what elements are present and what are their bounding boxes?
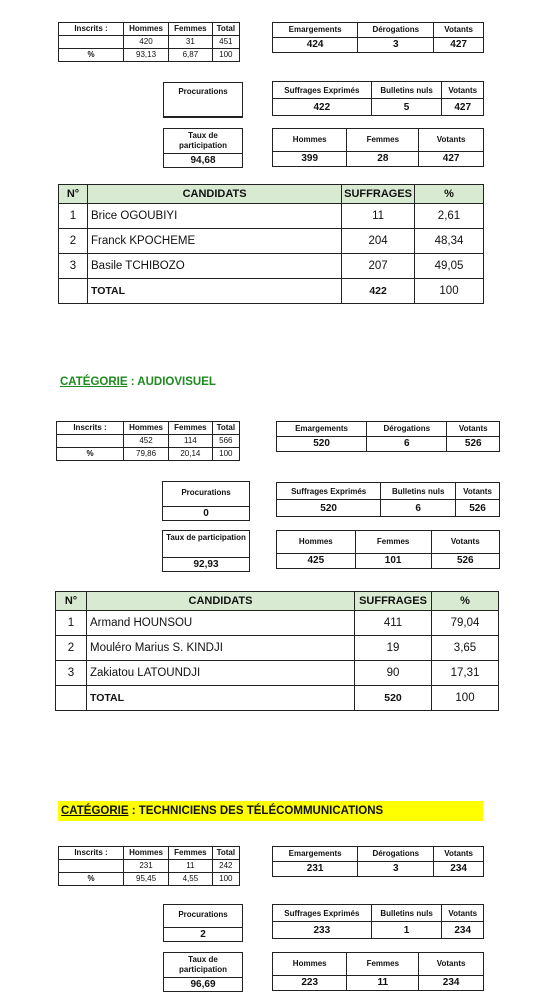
votants-value: 526 <box>456 500 500 517</box>
category-name: : AUDIOVISUEL <box>127 376 216 388</box>
votants-label: Votants <box>442 82 484 99</box>
votants-value: 427 <box>434 38 484 53</box>
procurations-value: 0 <box>163 506 249 520</box>
femmes-label: Femmes <box>347 129 419 152</box>
blank-cell <box>59 860 124 873</box>
table-row <box>56 661 499 686</box>
taux-box-2 <box>162 530 250 572</box>
inscrits-table-2 <box>56 421 240 461</box>
derogations-label: Dérogations <box>367 422 447 437</box>
total-label: TOTAL <box>87 686 355 711</box>
hommes-label: Hommes <box>273 953 347 976</box>
emargements-value: 424 <box>273 38 358 53</box>
category-prefix: CATÉGORIE <box>60 376 128 388</box>
table-row <box>59 229 484 254</box>
hommes-femmes-table-1 <box>272 128 484 167</box>
femmes-header: Femmes <box>169 847 213 860</box>
hommes-value: 425 <box>277 554 356 569</box>
taux-value: 92,93 <box>163 557 249 571</box>
candidate-pct: 2,61 <box>415 204 484 229</box>
bulletins-nuls-value: 1 <box>371 922 442 939</box>
category-name: : TECHNICIENS DES TÉLÉCOMMUNICATIONS <box>128 805 384 817</box>
candidate-suffrages: 19 <box>355 636 432 661</box>
hommes-value: 223 <box>273 976 347 991</box>
candidate-suffrages: 11 <box>342 204 415 229</box>
inscrits-femmes: 11 <box>169 860 213 873</box>
votants-value: 234 <box>434 862 484 877</box>
candidate-pct: 48,34 <box>415 229 484 254</box>
votants-value: 427 <box>419 152 484 167</box>
procurations-label: Procurations <box>178 87 228 96</box>
total-row <box>59 279 484 304</box>
total-row <box>56 686 499 711</box>
candidate-suffrages: 411 <box>355 611 432 636</box>
suffrages-value: 422 <box>273 99 372 116</box>
total-header: Total <box>212 23 239 36</box>
bulletins-nuls-value: 5 <box>371 99 442 116</box>
table-row <box>59 204 484 229</box>
femmes-value: 28 <box>347 152 419 167</box>
col-no: N° <box>59 185 88 204</box>
votants-value: 234 <box>419 976 484 991</box>
candidats-table-1 <box>58 184 484 304</box>
bulletins-nuls-label: Bulletins nuls <box>371 82 442 99</box>
pct-hommes: 79,86 <box>124 448 169 461</box>
votants-label: Votants <box>419 953 484 976</box>
suffrages-table-1 <box>272 81 484 116</box>
inscrits-total: 451 <box>212 36 239 49</box>
candidate-pct: 49,05 <box>415 254 484 279</box>
row-no: 3 <box>59 254 88 279</box>
votants-label: Votants <box>431 531 499 554</box>
pct-femmes: 6,87 <box>169 49 213 62</box>
pct-femmes: 4,55 <box>169 873 213 886</box>
procurations-value <box>164 116 242 117</box>
hommes-header: Hommes <box>124 847 169 860</box>
procurations-label: Procurations <box>178 910 228 919</box>
row-no: 1 <box>59 204 88 229</box>
derogations-label: Dérogations <box>358 23 434 38</box>
candidate-suffrages: 204 <box>342 229 415 254</box>
candidate-pct: 3,65 <box>432 636 499 661</box>
suffrages-label: Suffrages Exprimés <box>273 82 372 99</box>
candidate-name: Zakiatou LATOUNDJI <box>87 661 355 686</box>
total-suffrages: 422 <box>342 279 415 304</box>
candidate-suffrages: 207 <box>342 254 415 279</box>
pct-hommes: 93,13 <box>124 49 169 62</box>
emargements-value: 231 <box>273 862 358 877</box>
femmes-header: Femmes <box>169 23 213 36</box>
blank-cell <box>57 435 124 448</box>
suffrages-label: Suffrages Exprimés <box>277 483 381 500</box>
total-header: Total <box>212 422 239 435</box>
procurations-box-3 <box>163 904 243 942</box>
candidate-name: Mouléro Marius S. KINDJI <box>87 636 355 661</box>
pct-total: 100 <box>212 49 239 62</box>
inscrits-hommes: 420 <box>124 36 169 49</box>
procurations-box-2 <box>162 481 250 521</box>
votants-value: 427 <box>442 99 484 116</box>
derogations-label: Dérogations <box>358 847 434 862</box>
derogations-value: 6 <box>367 437 447 452</box>
inscrits-femmes: 31 <box>169 36 213 49</box>
table-row <box>56 611 499 636</box>
total-suffrages: 520 <box>355 686 432 711</box>
hommes-femmes-table-3 <box>272 952 484 991</box>
candidate-name: Franck KPOCHEME <box>88 229 342 254</box>
candidate-suffrages: 90 <box>355 661 432 686</box>
derogations-value: 3 <box>358 862 434 877</box>
inscrits-label: Inscrits : <box>59 23 124 36</box>
taux-label: Taux de participation <box>178 131 227 150</box>
row-no: 3 <box>56 661 87 686</box>
suffrages-value: 520 <box>277 500 381 517</box>
inscrits-table-1 <box>58 22 240 62</box>
emargements-label: Emargements <box>273 847 358 862</box>
inscrits-label: Inscrits : <box>59 847 124 860</box>
inscrits-label: Inscrits : <box>57 422 124 435</box>
votants-label: Votants <box>442 905 484 922</box>
femmes-label: Femmes <box>347 953 419 976</box>
candidate-name: Brice OGOUBIYI <box>88 204 342 229</box>
suffrages-table-2 <box>276 482 500 517</box>
row-no: 1 <box>56 611 87 636</box>
col-no: N° <box>56 592 87 611</box>
votants-value: 526 <box>447 437 500 452</box>
pct-hommes: 95,45 <box>124 873 169 886</box>
procurations-label: Procurations <box>181 488 231 497</box>
candidate-pct: 17,31 <box>432 661 499 686</box>
emargements-table-3 <box>272 846 484 877</box>
pct-label: % <box>59 873 124 886</box>
bulletins-nuls-label: Bulletins nuls <box>371 905 442 922</box>
femmes-label: Femmes <box>355 531 431 554</box>
inscrits-hommes: 452 <box>124 435 169 448</box>
procurations-value: 2 <box>164 927 242 941</box>
hommes-header: Hommes <box>124 422 169 435</box>
blank-cell <box>56 686 87 711</box>
hommes-label: Hommes <box>273 129 347 152</box>
emargements-table-1 <box>272 22 484 53</box>
candidate-pct: 79,04 <box>432 611 499 636</box>
col-candidats: CANDIDATS <box>87 592 355 611</box>
votants-label: Votants <box>434 23 484 38</box>
suffrages-label: Suffrages Exprimés <box>273 905 372 922</box>
votants-value: 234 <box>442 922 484 939</box>
row-no: 2 <box>59 229 88 254</box>
femmes-value: 101 <box>355 554 431 569</box>
votants-value: 526 <box>431 554 499 569</box>
emargements-table-2 <box>276 421 500 452</box>
col-suffrages: SUFFRAGES <box>342 185 415 204</box>
hommes-femmes-table-2 <box>276 530 500 569</box>
taux-box-1 <box>163 128 243 168</box>
pct-label: % <box>57 448 124 461</box>
emargements-label: Emargements <box>273 23 358 38</box>
inscrits-total: 242 <box>212 860 239 873</box>
col-candidats: CANDIDATS <box>88 185 342 204</box>
blank-cell <box>59 279 88 304</box>
total-pct: 100 <box>415 279 484 304</box>
hommes-label: Hommes <box>277 531 356 554</box>
votants-label: Votants <box>447 422 500 437</box>
femmes-value: 11 <box>347 976 419 991</box>
femmes-header: Femmes <box>169 422 213 435</box>
votants-label: Votants <box>419 129 484 152</box>
total-header: Total <box>212 847 239 860</box>
row-no: 2 <box>56 636 87 661</box>
inscrits-femmes: 114 <box>169 435 213 448</box>
hommes-value: 399 <box>273 152 347 167</box>
bulletins-nuls-value: 6 <box>381 500 456 517</box>
pct-femmes: 20,14 <box>169 448 213 461</box>
inscrits-total: 566 <box>212 435 239 448</box>
candidate-name: Armand HOUNSOU <box>87 611 355 636</box>
category-title-techniciens <box>58 801 483 821</box>
emargements-value: 520 <box>277 437 367 452</box>
table-row <box>59 254 484 279</box>
taux-value: 94,68 <box>164 153 242 167</box>
pct-total: 100 <box>212 873 239 886</box>
total-label: TOTAL <box>88 279 342 304</box>
col-pct: % <box>415 185 484 204</box>
col-suffrages: SUFFRAGES <box>355 592 432 611</box>
col-pct: % <box>432 592 499 611</box>
suffrages-table-3 <box>272 904 484 939</box>
taux-label: Taux de participation <box>178 955 227 974</box>
category-prefix: CATÉGORIE <box>61 805 129 817</box>
pct-label: % <box>59 49 124 62</box>
candidate-name: Basile TCHIBOZO <box>88 254 342 279</box>
taux-value: 96,69 <box>164 977 242 991</box>
taux-label: Taux de participation <box>166 533 246 542</box>
procurations-box-1 <box>163 82 243 118</box>
votants-label: Votants <box>434 847 484 862</box>
suffrages-value: 233 <box>273 922 372 939</box>
pct-total: 100 <box>212 448 239 461</box>
table-row <box>56 636 499 661</box>
hommes-header: Hommes <box>124 23 169 36</box>
total-pct: 100 <box>432 686 499 711</box>
taux-box-3 <box>163 952 243 992</box>
bulletins-nuls-label: Bulletins nuls <box>381 483 456 500</box>
inscrits-hommes: 231 <box>124 860 169 873</box>
inscrits-table-3 <box>58 846 240 886</box>
emargements-label: Emargements <box>277 422 367 437</box>
derogations-value: 3 <box>358 38 434 53</box>
blank-cell <box>59 36 124 49</box>
votants-label: Votants <box>456 483 500 500</box>
candidats-table-2 <box>55 591 499 711</box>
category-title-audiovisuel <box>60 376 216 388</box>
